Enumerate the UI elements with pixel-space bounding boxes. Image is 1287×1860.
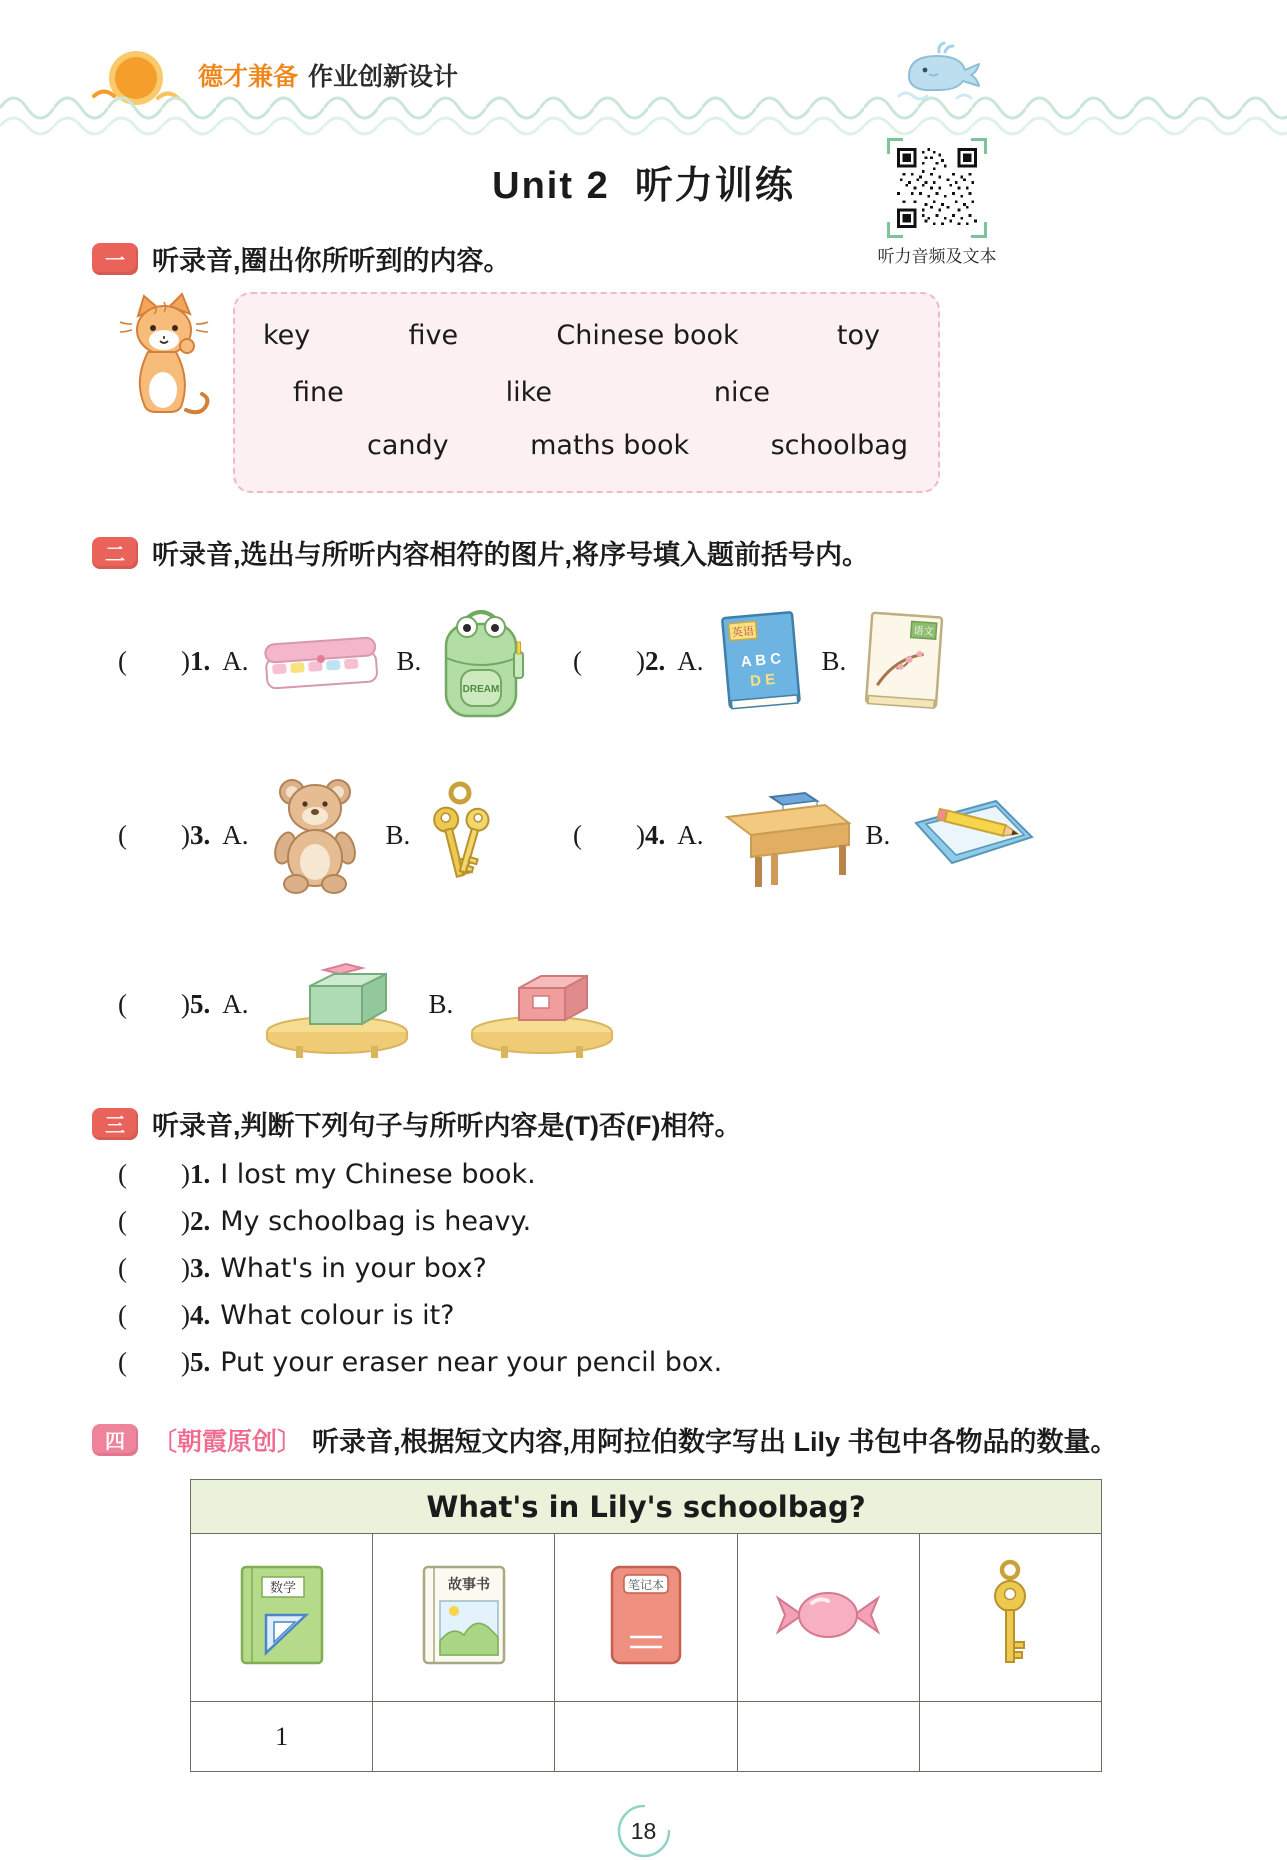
question-number: 1. — [189, 645, 211, 676]
table-cell-maths-book — [191, 1534, 373, 1702]
section3-header — [0, 1104, 1287, 1143]
answer-bracket: ( ) — [118, 1300, 190, 1330]
item-number: 1. — [189, 1159, 211, 1189]
original-tag: 〔朝霞原创〕 — [152, 1427, 303, 1456]
word: candy — [367, 430, 449, 461]
word: Chinese book — [556, 320, 739, 351]
option-b-label: B. — [865, 819, 891, 850]
table-cell-notebook — [555, 1534, 737, 1702]
item-number: 4. — [189, 1300, 211, 1330]
word: nice — [713, 377, 770, 408]
sentence: Put your eraser near your pencil box. — [220, 1347, 723, 1378]
answer-bracket: ( ) — [118, 988, 190, 1019]
brand-row — [0, 0, 1287, 106]
tf-item — [118, 1347, 1287, 1378]
answer-bracket: ( ) — [573, 819, 645, 850]
keys-icon — [420, 779, 500, 891]
qr-area — [859, 142, 1015, 267]
table-image-row — [191, 1534, 1102, 1702]
schoolbag-table — [190, 1479, 1102, 1772]
option-b-label: B. — [385, 819, 411, 850]
word-row — [263, 430, 908, 461]
maths-book-icon — [232, 1559, 332, 1671]
word-row — [263, 377, 908, 408]
question-number: 2. — [644, 645, 666, 676]
footer — [0, 1802, 1287, 1860]
notebook-pencil-icon — [900, 789, 1042, 881]
table-title: What's in Lily's schoolbag? — [191, 1480, 1102, 1534]
table-title-row — [191, 1480, 1102, 1534]
sentence: What colour is it? — [220, 1300, 455, 1331]
question-number: 3. — [189, 819, 211, 850]
answer-cell — [737, 1702, 919, 1772]
option-b-label: B. — [428, 988, 454, 1019]
section3-marker: 三 — [92, 1108, 138, 1140]
storybook-label: 故事书 — [447, 1576, 490, 1592]
word-row — [263, 320, 908, 351]
chinese-book-icon — [856, 605, 952, 717]
word: key — [263, 320, 311, 351]
backpack-icon — [431, 600, 531, 722]
word: toy — [836, 320, 880, 351]
key-icon — [977, 1558, 1043, 1672]
section2-questions — [0, 600, 1287, 1060]
word: schoolbag — [770, 430, 908, 461]
tf-item — [118, 1253, 1287, 1284]
brand-subtitle: 作业创新设计 — [308, 63, 459, 91]
word: maths book — [530, 430, 690, 461]
chinese-book-label: 语文 — [913, 625, 935, 638]
sentence: My schoolbag is heavy. — [220, 1206, 532, 1237]
pencil-case-icon — [258, 622, 384, 700]
section3-instruction: 听录音,判断下列句子与所听内容是(T)否(F)相符。 — [152, 1111, 742, 1141]
section1-header — [0, 239, 1287, 278]
option-a-label: A. — [222, 819, 249, 850]
section2-marker: 二 — [92, 537, 138, 569]
backpack-text: DREAM — [462, 684, 500, 695]
qr-corner-icon — [971, 222, 987, 238]
english-book-icon — [713, 605, 809, 717]
tf-item — [118, 1159, 1287, 1190]
answer-cell: 1 — [191, 1702, 373, 1772]
option-a-label: A. — [677, 645, 704, 676]
section3-items — [0, 1159, 1287, 1378]
tf-item — [118, 1206, 1287, 1237]
red-box-on-table-icon — [463, 948, 621, 1060]
qr-code — [891, 142, 983, 234]
question-3 — [118, 774, 573, 896]
table-cell-key — [919, 1534, 1101, 1702]
section2-instruction: 听录音,选出与所听内容相符的图片,将序号填入题前括号内。 — [152, 540, 870, 570]
qr-caption: 听力音频及文本 — [877, 247, 997, 266]
answer-cell — [919, 1702, 1101, 1772]
word: five — [408, 320, 459, 351]
question-number: 4. — [644, 819, 666, 850]
answer-bracket: ( ) — [118, 819, 190, 850]
notebook-label: 笔记本 — [627, 1578, 664, 1592]
english-book-label: 英语 — [731, 625, 755, 640]
teddy-bear-icon — [258, 774, 373, 896]
qr-corner-icon — [887, 222, 903, 238]
table-answer-row — [191, 1702, 1102, 1772]
word: like — [505, 377, 552, 408]
answer-bracket: ( ) — [118, 1253, 190, 1283]
page-number: 18 — [630, 1817, 657, 1844]
option-b-label: B. — [396, 645, 422, 676]
header-wave-decoration — [0, 94, 1287, 138]
english-book-letters: A B C — [740, 650, 783, 671]
table-cell-storybook — [373, 1534, 555, 1702]
table-cell-candy — [737, 1534, 919, 1702]
question-number: 5. — [189, 988, 211, 1019]
qr-corner-icon — [887, 138, 903, 154]
green-box-on-table-icon — [258, 948, 416, 1060]
page-title: Unit 2 听力训练 — [492, 165, 795, 207]
word: fine — [293, 377, 344, 408]
notebook-icon — [600, 1559, 692, 1671]
candy-icon — [766, 1576, 890, 1654]
section1-marker: 一 — [92, 243, 138, 275]
item-number: 5. — [189, 1347, 211, 1377]
desk-icon — [713, 779, 853, 891]
word-bank-box — [233, 292, 940, 493]
english-book-letters: D E — [749, 670, 777, 690]
question-1 — [118, 600, 573, 722]
sentence: I lost my Chinese book. — [220, 1159, 536, 1190]
option-a-label: A. — [222, 645, 249, 676]
answer-bracket: ( ) — [118, 645, 190, 676]
qr-corner-icon — [971, 138, 987, 154]
page-number-badge — [615, 1802, 673, 1860]
answer-bracket: ( ) — [118, 1206, 190, 1236]
question-2 — [573, 605, 1287, 717]
storybook-icon — [414, 1559, 514, 1671]
cat-illustration-icon — [118, 292, 213, 427]
question-4 — [573, 779, 1287, 891]
tf-item — [118, 1300, 1287, 1331]
section4-header — [0, 1420, 1287, 1459]
section1-instruction: 听录音,圈出你所听到的内容。 — [152, 246, 511, 276]
brand-name: 德才兼备 — [198, 63, 299, 91]
section1-content — [118, 292, 1287, 493]
item-number: 3. — [189, 1253, 211, 1283]
item-number: 2. — [189, 1206, 211, 1236]
option-a-label: A. — [677, 819, 704, 850]
section4-marker: 四 — [92, 1424, 138, 1456]
section4-instruction: 听录音,根据短文内容,用阿拉伯数字写出 Lily 书包中各物品的数量。 — [312, 1427, 1118, 1457]
title-bar — [0, 154, 1287, 209]
answer-bracket: ( ) — [118, 1159, 190, 1189]
answer-cell — [373, 1702, 555, 1772]
question-5 — [118, 948, 573, 1060]
answer-bracket: ( ) — [573, 645, 645, 676]
answer-cell — [555, 1702, 737, 1772]
sentence: What's in your box? — [220, 1253, 487, 1284]
header — [0, 0, 1287, 138]
maths-book-label: 数学 — [269, 1580, 296, 1595]
option-b-label: B. — [821, 645, 847, 676]
option-a-label: A. — [222, 988, 249, 1019]
answer-bracket: ( ) — [118, 1347, 190, 1377]
section2-header — [0, 533, 1287, 572]
